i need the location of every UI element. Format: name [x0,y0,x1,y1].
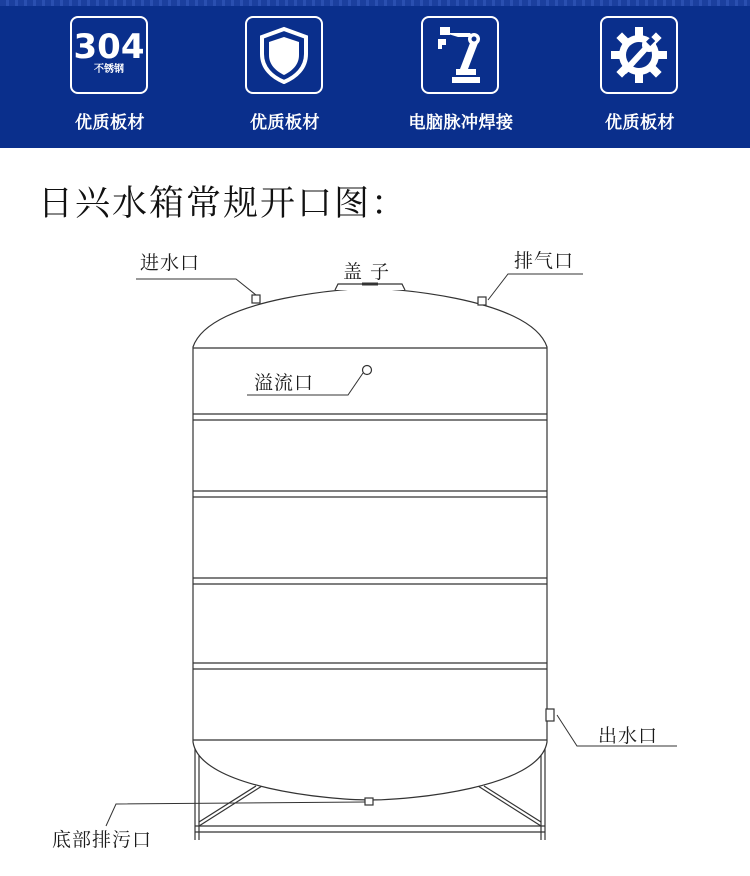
feature-label: 电脑脉冲焊接 [408,113,514,133]
tank-opening-diagram [0,230,750,876]
feature-shield [210,16,360,146]
shield-icon [245,16,323,94]
feature-label: 优质板材 [75,113,145,133]
page-title: 日兴水箱常规开口图： [38,184,409,224]
feature-banner [0,0,750,148]
robot-arm-icon [421,16,499,94]
overflow-port [363,366,372,375]
overflow-callout: 溢流口 [254,372,315,394]
feature-label: 优质板材 [250,113,320,133]
drain-callout: 底部排污口 [52,829,153,851]
drain-pipe [365,798,373,805]
drain-leader [106,802,365,826]
outlet-callout: 出水口 [598,725,659,747]
steel-304-icon [70,16,148,94]
vent-leader [488,274,583,300]
gear-wrench-icon [600,16,678,94]
lid-callout: 盖 子 [343,261,391,283]
feature-welding [386,16,536,146]
tank-body [193,288,547,800]
inlet-leader [136,279,256,295]
icon-304-subtext: 不锈钢 [93,64,124,75]
banner-top-stripe [0,0,750,6]
feature-material-304 [35,16,185,146]
inlet-callout: 进水口 [140,252,201,274]
feature-gear [565,16,715,146]
inlet-pipe [252,295,260,303]
feature-label: 优质板材 [605,113,675,133]
vent-callout: 排气口 [514,250,575,272]
vent-pipe [478,297,486,305]
outlet-pipe [546,709,554,721]
tank-drawing [0,230,750,876]
icon-304-number: 304 [73,27,145,67]
